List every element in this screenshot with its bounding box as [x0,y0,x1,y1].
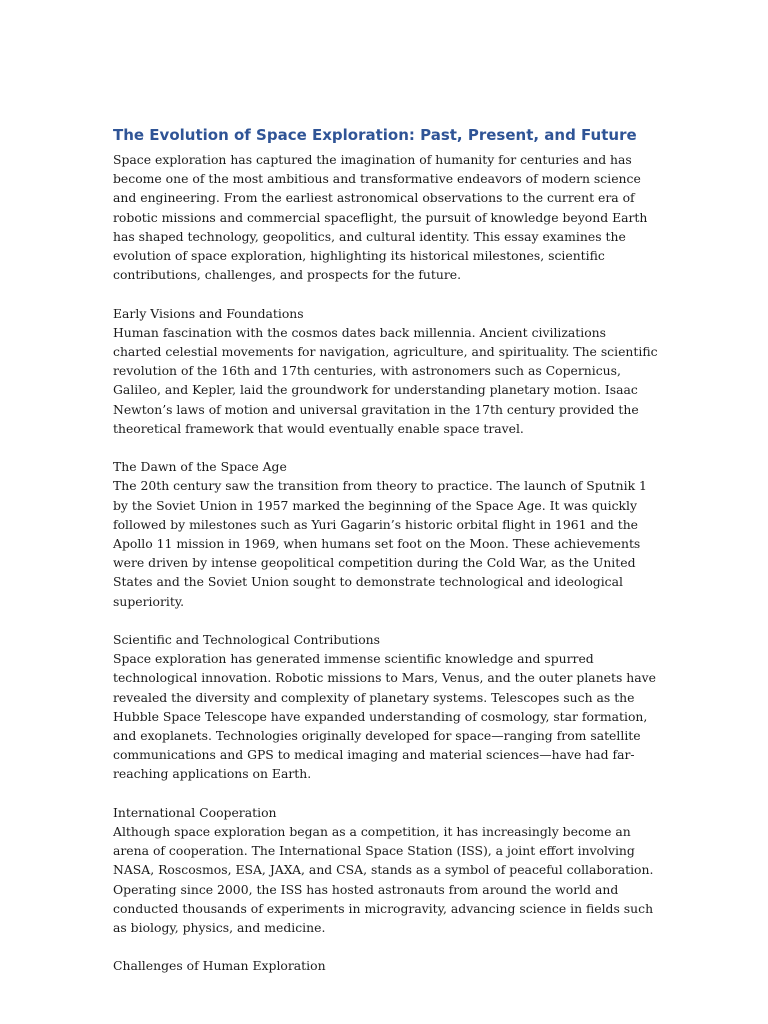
section-heading-cooperation: International Cooperation [113,804,277,820]
intro-paragraph: Space exploration has captured the imagination of humanity for centuries and has become one of the most ambitious and transformative endeavors of modern science and engineering. From the earliest astronomical observations to the current era of robotic missions and commercial spaceflight, the pursuit of knowledge beyond Earth has shaped technology, geopolitics, and cultural identity. This essay examines the evolution of space exploration, highlighting its historical milestones, scientific contributions, challenges, and prospects for the future. [113,152,648,283]
paragraph-gap [113,784,658,803]
paragraph-gap [113,438,658,457]
section-heading-contributions: Scientific and Technological Contributions [113,632,381,648]
section-body-cooperation: Although space exploration began as a competition, it has increasingly become an arena of cooperation. The International Space Station (ISS), a joint effort involving NASA, Roscosmos, ESA, JAXA, and CSA, stands as a symbol of peaceful collaboration. Operating since 2000, the ISS has hosted astronauts from around the world and conducted thousands of experiments in microgravity, advancing science in fields such as biology, physics, and medicine. [113,824,654,936]
section-body-early-visions: Human fascination with the cosmos dates back millennia. Ancient civilizations charted celestial movements for navigation, agriculture, and spirituality. The scientific revolution of the 16th and 17th centuries, with astronomers such as Copernicus, Galileo, and Kepler, laid the groundwork for understanding planetary motion. Isaac Newton’s laws of motion and universal gravitation in the 17th century provided the theoretical framework that would eventually enable space travel. [113,324,658,436]
section-body-space-age: The 20th century saw the transition from theory to practice. The launch of Sputnik 1 by the Soviet Union in 1957 marked the beginning of the Space Age. It was quickly followed by milestones such as Yuri Gagarin’s historic orbital flight in 1961 and the Apollo 11 mission in 1969, when humans set foot on the Moon. These achievements were driven by intense geopolitical competition during the Cold War, as the United States and the Soviet Union sought to demonstrate technological and ideological superiority. [113,478,647,609]
section-body-contributions: Space exploration has generated immense scientific knowledge and spurred technological innovation. Robotic missions to Mars, Venus, and the outer planets have revealed the diversity and complexity of planetary systems. Telescopes such as the Hubble Space Telescope have expanded understanding of cosmology, star formation, and exoplanets. Technologies originally developed for space—ranging from satellite communications and GPS to medical imaging and material sciences—have had far-reaching applications on Earth. [113,651,656,782]
paragraph-gap [113,937,658,956]
document-page [113,124,658,976]
section-heading-challenges: Challenges of Human Exploration [113,958,326,974]
document-title: The Evolution of Space Exploration: Past, Present, and Future [113,126,637,144]
paragraph-gap [113,611,658,630]
paragraph-gap [113,284,658,303]
section-heading-early-visions: Early Visions and Foundations [113,305,304,321]
section-heading-space-age: The Dawn of the Space Age [113,459,287,475]
